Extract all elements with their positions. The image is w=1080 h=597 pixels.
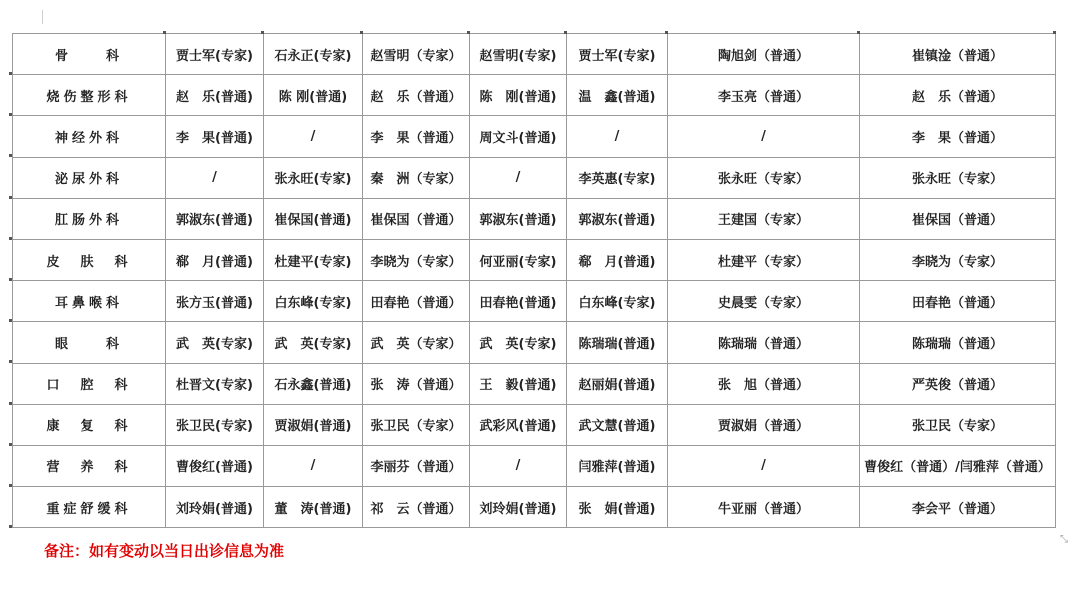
doctor-cell[interactable]: 贾士军(专家)	[166, 34, 264, 75]
doctor-cell[interactable]: 李晓为（专家）	[860, 239, 1056, 280]
department-name: 泌尿外科	[54, 172, 123, 188]
doctor-cell[interactable]: /	[668, 445, 860, 486]
doctor-cell[interactable]: 李 果（普通）	[860, 116, 1056, 157]
department-cell[interactable]	[13, 281, 166, 322]
doctor-cell[interactable]: 闫雅萍(普通)	[567, 445, 668, 486]
doctor-cell[interactable]: 陈 刚(普通)	[264, 75, 363, 116]
doctor-cell[interactable]: 史晨雯（专家）	[668, 281, 860, 322]
doctor-cell[interactable]: 郭淑东(普通)	[567, 198, 668, 239]
doctor-cell[interactable]: 崔保国（普通）	[860, 198, 1056, 239]
department-name: 烧伤整形科	[46, 89, 132, 105]
doctor-cell[interactable]: 武彩风(普通)	[470, 404, 567, 445]
row-marker	[9, 360, 12, 363]
doctor-cell[interactable]: /	[567, 116, 668, 157]
department-name: 皮 肤 科	[46, 254, 132, 270]
column-marker	[564, 31, 567, 34]
doctor-cell[interactable]: 牛亚丽（普通）	[668, 487, 860, 528]
doctor-cell[interactable]: 郗 月(普通)	[567, 239, 668, 280]
doctor-cell[interactable]: 田春艳（普通）	[363, 281, 470, 322]
doctor-cell[interactable]: 李英惠(专家)	[567, 157, 668, 198]
department-name: 肛肠外科	[54, 213, 123, 229]
doctor-cell[interactable]: 田春艳(普通)	[470, 281, 567, 322]
doctor-cell[interactable]: 刘玲娟(普通)	[166, 487, 264, 528]
doctor-cell[interactable]: 杜建平(专家)	[264, 239, 363, 280]
doctor-cell[interactable]: 武 英（专家）	[363, 322, 470, 363]
doctor-cell[interactable]: 崔保国（普通）	[363, 198, 470, 239]
doctor-cell[interactable]: 张永旺（专家）	[860, 157, 1056, 198]
doctor-cell[interactable]: 崔镇淦（普通）	[860, 34, 1056, 75]
table-row	[13, 239, 1056, 280]
doctor-cell[interactable]: 赵 乐(普通)	[166, 75, 264, 116]
doctor-cell[interactable]: 郭淑东(普通)	[166, 198, 264, 239]
doctor-cell[interactable]: /	[470, 445, 567, 486]
doctor-cell[interactable]: 武 英(专家)	[166, 322, 264, 363]
doctor-cell[interactable]: 赵丽娟(普通)	[567, 363, 668, 404]
table-row	[13, 404, 1056, 445]
doctor-cell[interactable]: 石永鑫(普通)	[264, 363, 363, 404]
doctor-cell[interactable]: 张永旺（专家）	[668, 157, 860, 198]
department-cell[interactable]	[13, 404, 166, 445]
doctor-cell[interactable]: 贾淑娟(普通)	[264, 404, 363, 445]
doctor-cell[interactable]: 赵雪明（专家）	[363, 34, 470, 75]
doctor-cell[interactable]: 崔保国(普通)	[264, 198, 363, 239]
doctor-cell[interactable]: 陈瑞瑞（普通）	[860, 322, 1056, 363]
doctor-cell[interactable]: 郗 月(普通)	[166, 239, 264, 280]
schedule-table	[12, 33, 1056, 528]
row-marker	[9, 72, 12, 75]
department-cell[interactable]	[13, 239, 166, 280]
remark-note: 备注：如有变动以当日出诊信息为准	[44, 542, 285, 560]
doctor-cell[interactable]: 赵 乐（普通）	[363, 75, 470, 116]
department-name: 骨 科	[54, 48, 123, 64]
doctor-cell[interactable]: 张方玉(普通)	[166, 281, 264, 322]
department-cell[interactable]	[13, 116, 166, 157]
doctor-cell[interactable]: 李 果（普通）	[363, 116, 470, 157]
table-row	[13, 157, 1056, 198]
table-row	[13, 75, 1056, 116]
column-marker	[467, 31, 470, 34]
doctor-cell[interactable]: 张 娟(普通)	[567, 487, 668, 528]
row-marker	[9, 113, 12, 116]
doctor-cell[interactable]: 田春艳（普通）	[860, 281, 1056, 322]
doctor-cell[interactable]: 李玉亮（普通）	[668, 75, 860, 116]
department-cell[interactable]	[13, 198, 166, 239]
doctor-cell[interactable]: 武 英(专家)	[470, 322, 567, 363]
doctor-cell[interactable]: 石永正(专家)	[264, 34, 363, 75]
table-row	[13, 445, 1056, 486]
doctor-cell[interactable]: 李丽芬（普通）	[363, 445, 470, 486]
doctor-cell[interactable]: 张永旺(专家)	[264, 157, 363, 198]
department-name: 营 养 科	[46, 460, 132, 476]
department-name: 口 腔 科	[46, 378, 132, 394]
doctor-cell[interactable]: 董 涛(普通)	[264, 487, 363, 528]
doctor-cell[interactable]: 张 涛（普通）	[363, 363, 470, 404]
resize-handle-icon[interactable]: ⤡	[1060, 534, 1068, 545]
doctor-cell[interactable]: 李会平（普通）	[860, 487, 1056, 528]
doctor-cell[interactable]: 杜建平（专家）	[668, 239, 860, 280]
doctor-cell[interactable]: 陈 刚(普通)	[470, 75, 567, 116]
doctor-cell[interactable]: 曹俊红(普通)	[166, 445, 264, 486]
department-cell[interactable]	[13, 34, 166, 75]
row-marker	[9, 154, 12, 157]
doctor-cell[interactable]: 何亚丽(专家)	[470, 239, 567, 280]
doctor-cell[interactable]: 武文慧(普通)	[567, 404, 668, 445]
doctor-cell[interactable]: 李 果(普通)	[166, 116, 264, 157]
column-marker	[665, 31, 668, 34]
doctor-cell[interactable]: 张卫民(专家)	[166, 404, 264, 445]
doctor-cell[interactable]: 陈瑞瑞(普通)	[567, 322, 668, 363]
department-cell[interactable]	[13, 322, 166, 363]
doctor-cell[interactable]: 张卫民（专家）	[363, 404, 470, 445]
row-marker	[9, 402, 12, 405]
table-row	[13, 322, 1056, 363]
column-marker	[261, 31, 264, 34]
doctor-cell[interactable]: 白东峰(专家)	[567, 281, 668, 322]
doctor-cell[interactable]: 赵雪明(专家)	[470, 34, 567, 75]
doctor-cell[interactable]: 秦 洲（专家）	[363, 157, 470, 198]
doctor-cell[interactable]: 杜晋文(专家)	[166, 363, 264, 404]
doctor-cell[interactable]: /	[166, 157, 264, 198]
doctor-cell[interactable]: 祁 云（普通）	[363, 487, 470, 528]
doctor-cell[interactable]: 贾淑娟（普通）	[668, 404, 860, 445]
department-cell[interactable]	[13, 363, 166, 404]
column-marker	[857, 31, 860, 34]
doctor-cell[interactable]: 曹俊红（普通）/闫雅萍（普通）	[860, 445, 1056, 486]
department-cell[interactable]	[13, 445, 166, 486]
doctor-cell[interactable]: 严英俊（普通）	[860, 363, 1056, 404]
department-cell[interactable]	[13, 487, 166, 528]
doctor-cell[interactable]: 温 鑫(普通)	[567, 75, 668, 116]
department-name: 神经外科	[54, 130, 123, 146]
row-marker	[9, 237, 12, 240]
doctor-cell[interactable]: 王建国（专家）	[668, 198, 860, 239]
row-marker	[9, 319, 12, 322]
row-marker	[9, 196, 12, 199]
doctor-cell[interactable]: 刘玲娟(普通)	[470, 487, 567, 528]
department-name: 眼 科	[54, 336, 123, 352]
column-marker	[360, 31, 363, 34]
row-marker	[9, 525, 12, 528]
department-name: 耳鼻喉科	[54, 295, 123, 311]
row-marker	[9, 484, 12, 487]
department-cell[interactable]	[13, 157, 166, 198]
doctor-cell[interactable]: 陶旭剑（普通）	[668, 34, 860, 75]
department-name: 康 复 科	[46, 419, 132, 435]
column-marker	[1053, 31, 1056, 34]
row-marker	[9, 278, 12, 281]
table-row	[13, 34, 1056, 75]
column-marker	[163, 31, 166, 34]
doctor-cell[interactable]: 周文斗(普通)	[470, 116, 567, 157]
row-marker	[9, 443, 12, 446]
table-row	[13, 116, 1056, 157]
doctor-cell[interactable]: 王 毅(普通)	[470, 363, 567, 404]
doctor-cell[interactable]: /	[264, 116, 363, 157]
department-name: 重症舒缓科	[46, 501, 132, 517]
doctor-cell[interactable]: 李晓为（专家）	[363, 239, 470, 280]
department-cell[interactable]	[13, 75, 166, 116]
table-row	[13, 281, 1056, 322]
doctor-cell[interactable]: 贾士军(专家)	[567, 34, 668, 75]
doctor-cell[interactable]: 武 英(专家)	[264, 322, 363, 363]
table-row	[13, 363, 1056, 404]
doctor-cell[interactable]: 张 旭（普通）	[668, 363, 860, 404]
doctor-cell[interactable]: 赵 乐（普通）	[860, 75, 1056, 116]
doctor-cell[interactable]: /	[264, 445, 363, 486]
doctor-cell[interactable]: 白东峰(专家)	[264, 281, 363, 322]
table-row	[13, 487, 1056, 528]
doctor-cell[interactable]: /	[668, 116, 860, 157]
doctor-cell[interactable]: 陈瑞瑞（普通）	[668, 322, 860, 363]
doctor-cell[interactable]: /	[470, 157, 567, 198]
table-row	[13, 198, 1056, 239]
text-cursor	[42, 10, 43, 24]
doctor-cell[interactable]: 郭淑东(普通)	[470, 198, 567, 239]
doctor-cell[interactable]: 张卫民（专家）	[860, 404, 1056, 445]
